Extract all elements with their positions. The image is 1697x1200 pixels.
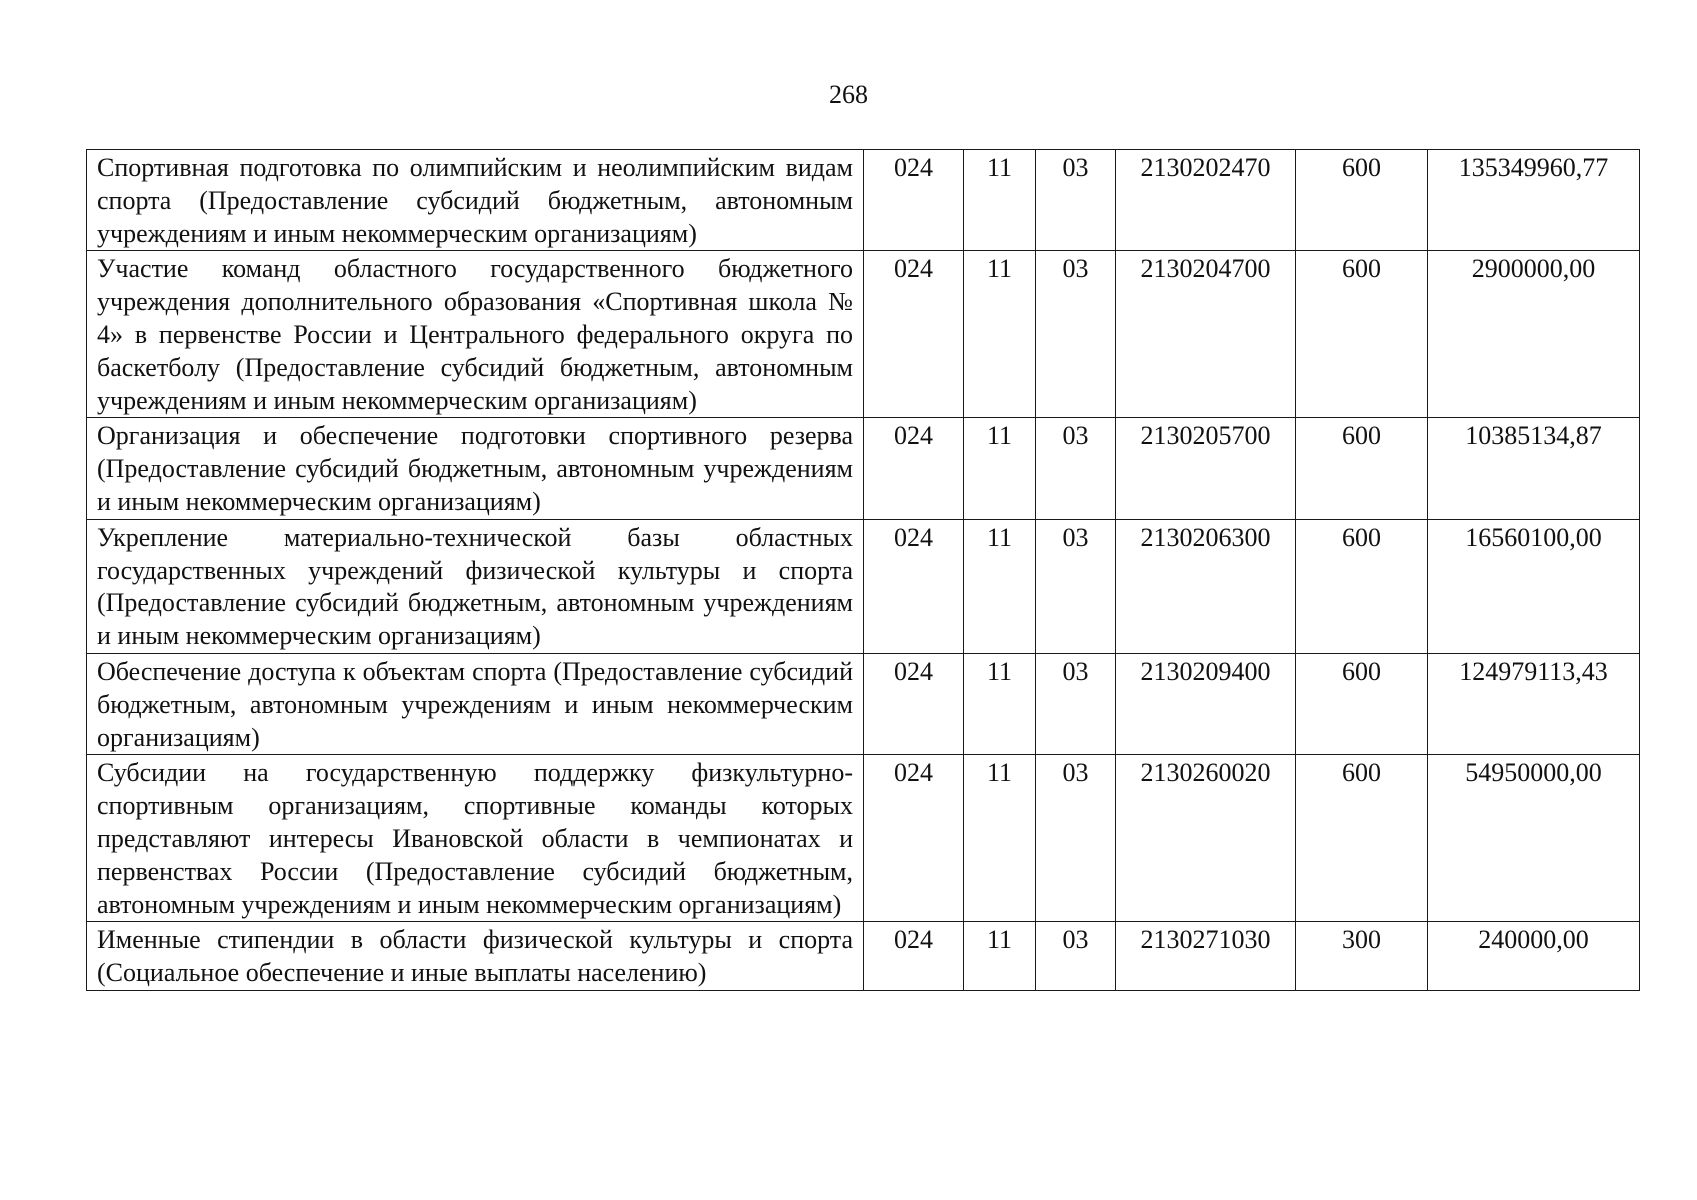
table-row — [87, 653, 1640, 754]
row-subsection-code-cell: 03 — [1036, 755, 1116, 922]
row-target-article-code-cell: 2130209400 — [1116, 653, 1296, 754]
table-row — [87, 150, 1640, 251]
row-expense-type-code-cell: 600 — [1296, 519, 1428, 653]
row-target-article-code-cell: 2130271030 — [1116, 922, 1296, 991]
row-section-code-cell: 11 — [964, 653, 1036, 754]
row-main-admin-code-cell: 024 — [864, 519, 964, 653]
row-section-code-cell: 11 — [964, 519, 1036, 653]
row-subsection-code-cell: 03 — [1036, 150, 1116, 251]
row-description-cell: Субсидии на государственную поддержку физкультурно-спортивным организациям, спортивные команды которых представляют интересы Ивановской области в чемпионатах и первенствах России (Предоставление субсидий бюджетным, автономным учреждениям и иным некоммерческим организациям) — [87, 755, 864, 922]
table-body — [87, 150, 1640, 991]
row-target-article-code-cell: 2130204700 — [1116, 251, 1296, 418]
row-expense-type-code-cell: 300 — [1296, 922, 1428, 991]
row-description-cell: Спортивная подготовка по олимпийским и неолимпийским видам спорта (Предоставление субсидий бюджетным, автономным учреждениям и иным некоммерческим организациям) — [87, 150, 864, 251]
budget-table — [86, 149, 1640, 991]
row-section-code-cell: 11 — [964, 251, 1036, 418]
row-description-cell: Участие команд областного государственного бюджетного учреждения дополнительного образования «Спортивная школа № 4» в первенстве России и Центрального федерального округа по баскетболу (Предоставление субсидий бюджетным, автономным учреждениям и иным некоммерческим организациям) — [87, 251, 864, 418]
row-description-cell: Обеспечение доступа к объектам спорта (Предоставление субсидий бюджетным, автономным учреждениям и иным некоммерческим организациям) — [87, 653, 864, 754]
row-description-cell: Укрепление материально-технической базы областных государственных учреждений физической культуры и спорта (Предоставление субсидий бюджетным, автономным учреждениям и иным некоммерческим организациям) — [87, 519, 864, 653]
table-row — [87, 755, 1640, 922]
row-description-cell: Именные стипендии в области физической культуры и спорта (Социальное обеспечение и иные выплаты населению) — [87, 922, 864, 991]
row-amount-cell: 240000,00 — [1428, 922, 1640, 991]
row-expense-type-code-cell: 600 — [1296, 150, 1428, 251]
row-target-article-code-cell: 2130260020 — [1116, 755, 1296, 922]
row-expense-type-code-cell: 600 — [1296, 418, 1428, 519]
row-expense-type-code-cell: 600 — [1296, 251, 1428, 418]
row-subsection-code-cell: 03 — [1036, 653, 1116, 754]
row-section-code-cell: 11 — [964, 418, 1036, 519]
row-amount-cell: 16560100,00 — [1428, 519, 1640, 653]
row-amount-cell: 124979113,43 — [1428, 653, 1640, 754]
row-main-admin-code-cell: 024 — [864, 418, 964, 519]
row-amount-cell: 54950000,00 — [1428, 755, 1640, 922]
row-target-article-code-cell: 2130205700 — [1116, 418, 1296, 519]
row-main-admin-code-cell: 024 — [864, 251, 964, 418]
row-subsection-code-cell: 03 — [1036, 251, 1116, 418]
table-row — [87, 519, 1640, 653]
row-section-code-cell: 11 — [964, 150, 1036, 251]
row-description-cell: Организация и обеспечение подготовки спортивного резерва (Предоставление субсидий бюджетным, автономным учреждениям и иным некоммерческим организациям) — [87, 418, 864, 519]
page-number: 268 — [829, 80, 868, 109]
row-expense-type-code-cell: 600 — [1296, 755, 1428, 922]
row-main-admin-code-cell: 024 — [864, 922, 964, 991]
row-section-code-cell: 11 — [964, 755, 1036, 922]
table-row — [87, 922, 1640, 991]
table-row — [87, 418, 1640, 519]
row-subsection-code-cell: 03 — [1036, 519, 1116, 653]
row-main-admin-code-cell: 024 — [864, 755, 964, 922]
row-target-article-code-cell: 2130202470 — [1116, 150, 1296, 251]
row-target-article-code-cell: 2130206300 — [1116, 519, 1296, 653]
row-main-admin-code-cell: 024 — [864, 653, 964, 754]
row-main-admin-code-cell: 024 — [864, 150, 964, 251]
row-subsection-code-cell: 03 — [1036, 418, 1116, 519]
table-row — [87, 251, 1640, 418]
row-amount-cell: 2900000,00 — [1428, 251, 1640, 418]
row-amount-cell: 10385134,87 — [1428, 418, 1640, 519]
row-amount-cell: 135349960,77 — [1428, 150, 1640, 251]
row-subsection-code-cell: 03 — [1036, 922, 1116, 991]
row-expense-type-code-cell: 600 — [1296, 653, 1428, 754]
row-section-code-cell: 11 — [964, 922, 1036, 991]
